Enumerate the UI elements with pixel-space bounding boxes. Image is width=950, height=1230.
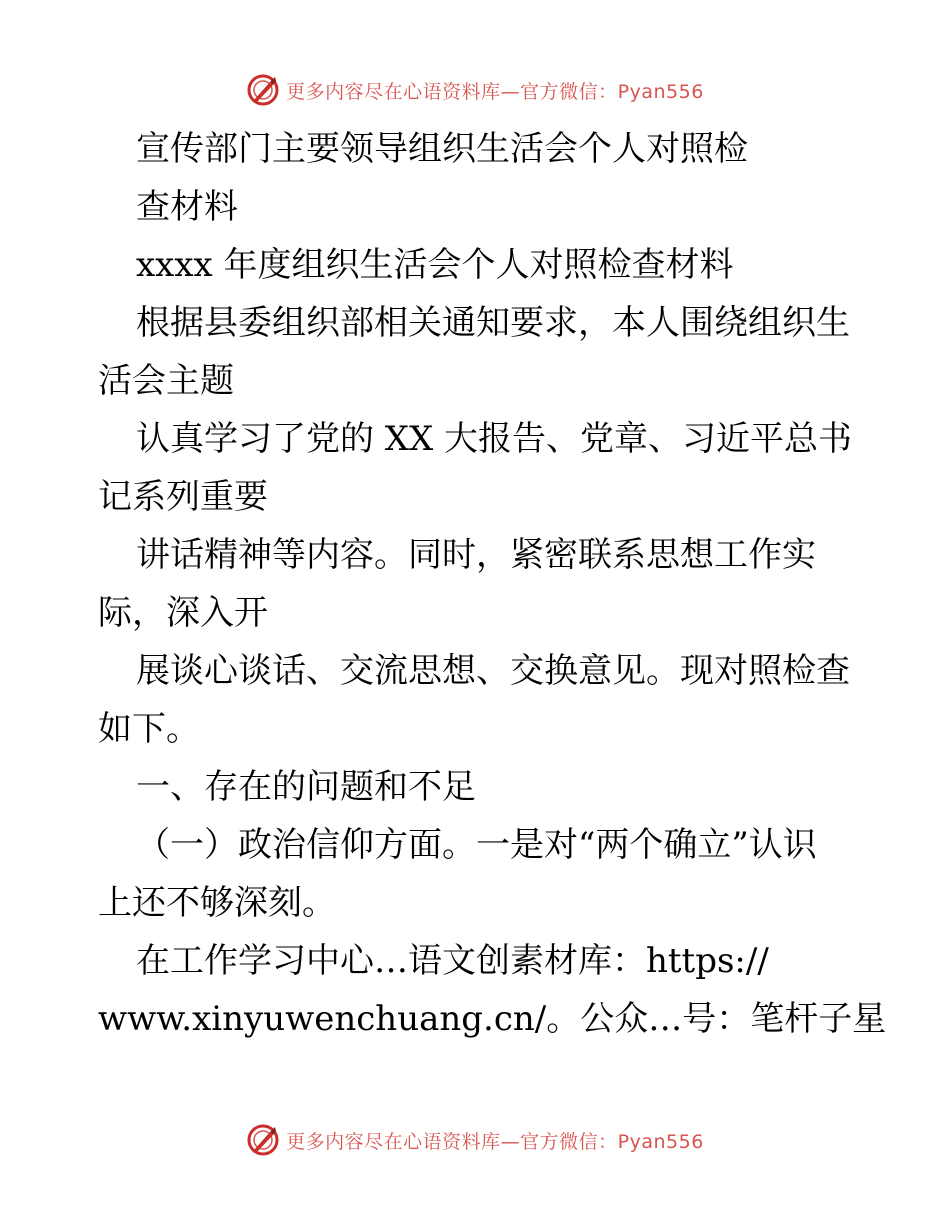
doc-line-15: 在工作学习中心…语文创素材库：https:// xyxy=(136,941,769,981)
document-body xyxy=(98,120,887,1048)
doc-line-11: 如下。 xyxy=(98,709,200,749)
doc-line-7: 记系列重要 xyxy=(98,477,268,517)
footer-banner-text: 更多内容尽在心语资料库—官方微信：Pyan556 xyxy=(286,1130,704,1153)
quill-logo-icon xyxy=(246,1123,280,1157)
doc-line-3: xxxx 年度组织生活会个人对照检查材料 xyxy=(136,245,734,285)
header-banner-text: 更多内容尽在心语资料库—官方微信：Pyan556 xyxy=(286,80,704,103)
doc-line-16: www.xinyuwenchuang.cn/。公众…号：笔杆子星 xyxy=(98,999,887,1039)
doc-line-10: 展谈心谈话、交流思想、交换意见。现对照检查 xyxy=(136,651,850,691)
doc-line-1: 宣传部门主要领导组织生活会个人对照检 xyxy=(136,129,748,169)
doc-line-8: 讲话精神等内容。同时，紧密联系思想工作实 xyxy=(136,535,816,575)
doc-line-12: 一、存在的问题和不足 xyxy=(136,767,476,807)
footer-banner xyxy=(0,1120,950,1160)
doc-line-5: 活会主题 xyxy=(98,361,234,401)
doc-line-2: 查材料 xyxy=(136,187,238,227)
doc-line-14: 上还不够深刻。 xyxy=(98,883,336,923)
doc-line-4: 根据县委组织部相关通知要求，本人围绕组织生 xyxy=(136,303,850,343)
doc-line-6: 认真学习了党的 XX 大报告、党章、习近平总书 xyxy=(136,419,853,459)
header-banner-inner xyxy=(246,73,704,107)
doc-line-9: 际，深入开 xyxy=(98,593,268,633)
footer-banner-inner xyxy=(246,1123,704,1157)
header-banner xyxy=(0,70,950,110)
quill-logo-icon xyxy=(246,73,280,107)
doc-line-13: （一）政治信仰方面。一是对“两个确立”认识 xyxy=(136,825,817,865)
